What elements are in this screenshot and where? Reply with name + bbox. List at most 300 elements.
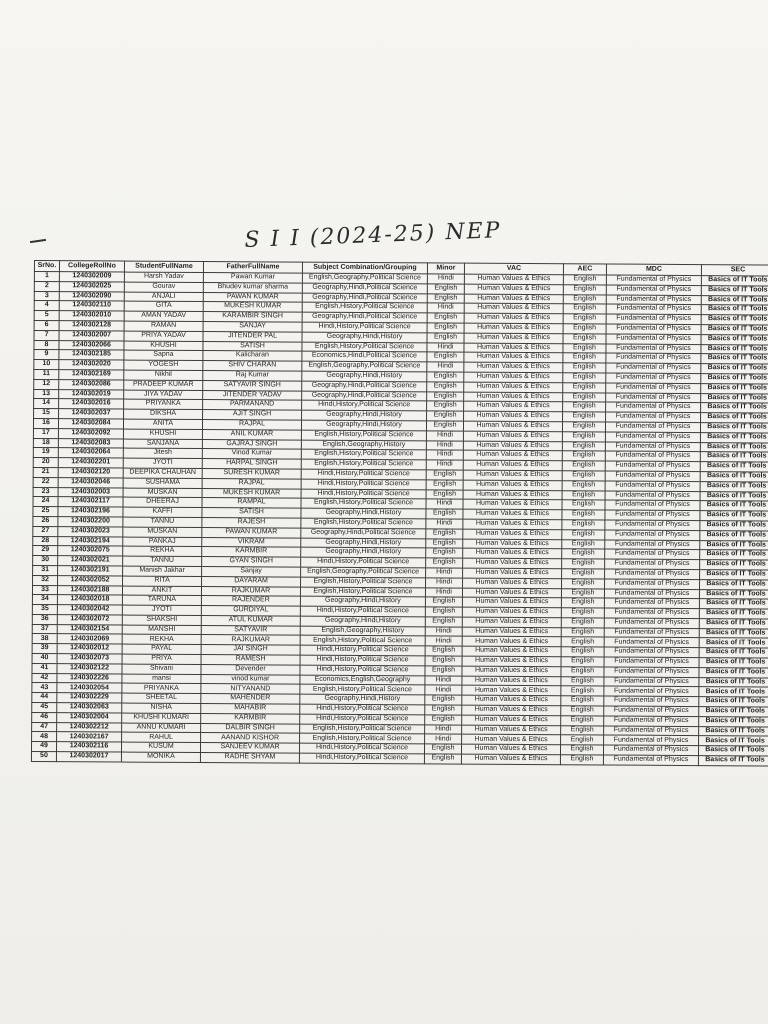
- vac-cell: Human Values & Ethics: [462, 617, 561, 627]
- column-header-subject-combination: Subject Combination/Grouping: [302, 262, 427, 274]
- aec-cell: English: [562, 520, 605, 530]
- roll-no-cell: 1240302016: [59, 399, 124, 409]
- roll-no-cell: 1240302117: [58, 497, 123, 507]
- roll-no-cell: 1240302042: [57, 605, 122, 615]
- father-name-cell: vinod kumar: [201, 674, 300, 684]
- roll-no-cell: 1240302075: [58, 546, 123, 556]
- vac-cell: Human Values & Ethics: [464, 313, 563, 323]
- srno-cell: 10: [34, 360, 59, 370]
- father-name-cell: SANJEEV KUMAR: [200, 743, 299, 753]
- aec-cell: English: [561, 725, 604, 735]
- minor-cell: Hindi: [426, 578, 463, 588]
- mdc-cell: Fundamental of Physics: [604, 628, 699, 638]
- roll-no-cell: 1240302020: [59, 360, 124, 370]
- mdc-cell: Fundamental of Physics: [606, 363, 701, 373]
- student-name-cell: PANKAJ: [123, 537, 202, 547]
- vac-cell: Human Values & Ethics: [463, 490, 562, 500]
- srno-cell: 27: [33, 526, 58, 536]
- student-name-cell: TARUNA: [122, 595, 201, 605]
- subject-combination-cell: Hindi,History,Political Science: [300, 704, 425, 715]
- sec-cell: Basics of IT Tools: [699, 589, 768, 599]
- father-name-cell: MAHENDER: [201, 694, 300, 704]
- mdc-cell: Fundamental of Physics: [606, 393, 701, 403]
- column-header-srno: SrNo.: [34, 261, 59, 272]
- pen-dash-mark: [30, 239, 46, 243]
- sec-cell: Basics of IT Tools: [701, 276, 768, 286]
- minor-cell: English: [426, 529, 463, 539]
- minor-cell: Hindi: [425, 587, 462, 597]
- mdc-cell: Fundamental of Physics: [605, 510, 700, 520]
- sec-cell: Basics of IT Tools: [699, 667, 768, 677]
- mdc-cell: Fundamental of Physics: [605, 481, 700, 491]
- mdc-cell: Fundamental of Physics: [603, 755, 698, 765]
- minor-cell: English: [425, 695, 462, 705]
- aec-cell: English: [560, 745, 603, 755]
- mdc-cell: Fundamental of Physics: [604, 588, 699, 598]
- vac-cell: Human Values & Ethics: [463, 519, 562, 529]
- aec-cell: English: [561, 657, 604, 667]
- student-name-cell: MONIKA: [121, 752, 200, 762]
- vac-cell: Human Values & Ethics: [464, 392, 563, 402]
- student-name-cell: PRIYA YADAV: [124, 331, 203, 341]
- mdc-cell: Fundamental of Physics: [606, 344, 701, 354]
- student-name-cell: ANKIT: [122, 586, 201, 596]
- subject-combination-cell: Hindi,History,Political Science: [301, 557, 426, 568]
- aec-cell: English: [563, 285, 606, 295]
- aec-cell: English: [563, 324, 606, 334]
- sec-cell: Basics of IT Tools: [700, 472, 768, 482]
- minor-cell: English: [427, 382, 464, 392]
- vac-cell: Human Values & Ethics: [462, 715, 561, 725]
- srno-cell: 37: [32, 624, 57, 634]
- mdc-cell: Fundamental of Physics: [605, 432, 700, 442]
- aec-cell: English: [561, 676, 604, 686]
- sec-cell: Basics of IT Tools: [699, 726, 768, 736]
- srno-cell: 2: [34, 281, 59, 291]
- student-name-cell: DEEPIKA CHAUHAN: [123, 468, 202, 478]
- minor-cell: English: [425, 666, 462, 676]
- aec-cell: English: [562, 500, 605, 510]
- sec-cell: Basics of IT Tools: [699, 628, 768, 638]
- srno-cell: 30: [33, 556, 58, 566]
- father-name-cell: PARMANAND: [203, 400, 302, 410]
- srno-cell: 9: [34, 350, 59, 360]
- srno-cell: 15: [34, 409, 59, 419]
- student-name-cell: REKHA: [122, 635, 201, 645]
- subject-combination-cell: English,History,Political Science: [301, 498, 426, 509]
- sec-cell: Basics of IT Tools: [700, 569, 768, 579]
- aec-cell: English: [562, 422, 605, 432]
- aec-cell: English: [563, 314, 606, 324]
- student-name-cell: mansi: [122, 674, 201, 684]
- roll-no-cell: 1240302066: [59, 340, 124, 350]
- student-name-cell: JYOTI: [122, 605, 201, 615]
- sec-cell: Basics of IT Tools: [699, 648, 768, 658]
- father-name-cell: AJIT SINGH: [203, 410, 302, 420]
- subject-combination-cell: Geography,Hindi,Political Science: [302, 283, 427, 294]
- srno-cell: 45: [32, 703, 57, 713]
- srno-cell: 11: [34, 369, 59, 379]
- srno-cell: 42: [32, 673, 57, 683]
- aec-cell: English: [561, 618, 604, 628]
- sec-cell: Basics of IT Tools: [701, 374, 768, 384]
- mdc-cell: Fundamental of Physics: [604, 696, 699, 706]
- father-name-cell: Raj Kumar: [203, 371, 302, 381]
- roll-no-cell: 1240302003: [58, 487, 123, 497]
- aec-cell: English: [562, 578, 605, 588]
- vac-cell: Human Values & Ethics: [462, 695, 561, 705]
- aec-cell: English: [563, 412, 606, 422]
- student-name-cell: RAMAN: [124, 321, 203, 331]
- father-name-cell: KARAMBIR SINGH: [203, 312, 302, 322]
- minor-cell: English: [427, 411, 464, 421]
- subject-combination-cell: Hindi,History,Political Science: [299, 753, 424, 764]
- student-name-cell: KHUSHI: [124, 341, 203, 351]
- srno-cell: 6: [34, 320, 59, 330]
- roll-no-cell: 1240302073: [57, 654, 122, 664]
- mdc-cell: Fundamental of Physics: [605, 530, 700, 540]
- student-name-cell: DHEERAJ: [123, 497, 202, 507]
- roll-no-cell: 1240302154: [57, 624, 122, 634]
- sec-cell: Basics of IT Tools: [700, 530, 768, 540]
- father-name-cell: ATUL KUMAR: [201, 615, 300, 625]
- subject-combination-cell: Hindi,History,Political Science: [300, 645, 425, 656]
- sec-cell: Basics of IT Tools: [699, 658, 768, 668]
- minor-cell: Hindi: [426, 440, 463, 450]
- student-name-cell: MUSKAN: [123, 488, 202, 498]
- aec-cell: English: [563, 343, 606, 353]
- father-name-cell: RAMESH: [201, 655, 300, 665]
- sec-cell: Basics of IT Tools: [701, 344, 768, 354]
- vac-cell: Human Values & Ethics: [464, 401, 563, 411]
- srno-cell: 24: [33, 497, 58, 507]
- subject-combination-cell: English,History,Political Science: [302, 342, 427, 353]
- mdc-cell: Fundamental of Physics: [604, 706, 699, 716]
- minor-cell: English: [425, 705, 462, 715]
- minor-cell: Hindi: [427, 303, 464, 313]
- minor-cell: Hindi: [426, 431, 463, 441]
- aec-cell: English: [563, 402, 606, 412]
- srno-cell: 33: [32, 585, 57, 595]
- srno-cell: 39: [32, 644, 57, 654]
- aec-cell: English: [561, 686, 604, 696]
- mdc-cell: Fundamental of Physics: [605, 569, 700, 579]
- srno-cell: 29: [33, 546, 58, 556]
- aec-cell: English: [562, 441, 605, 451]
- mdc-cell: Fundamental of Physics: [604, 608, 699, 618]
- handwritten-title: S I I (2024-25) NEP: [244, 218, 502, 253]
- roll-no-cell: 1240302226: [57, 673, 122, 683]
- minor-cell: English: [426, 558, 463, 568]
- aec-cell: English: [563, 363, 606, 373]
- vac-cell: Human Values & Ethics: [464, 362, 563, 372]
- father-name-cell: SATISH: [202, 508, 301, 518]
- roll-no-cell: 1240302229: [57, 693, 122, 703]
- subject-combination-cell: Hindi,History,Political Science: [302, 322, 427, 333]
- father-name-cell: PAWAN KUMAR: [203, 292, 302, 302]
- student-name-cell: SANJANA: [123, 439, 202, 449]
- mdc-cell: Fundamental of Physics: [605, 442, 700, 452]
- subject-combination-cell: Geography,Hindi,History: [301, 538, 426, 549]
- student-name-cell: Gourav: [124, 282, 203, 292]
- column-header-minor: Minor: [427, 263, 464, 274]
- roll-no-cell: 1240302023: [58, 526, 123, 536]
- mdc-cell: Fundamental of Physics: [605, 491, 700, 501]
- vac-cell: Human Values & Ethics: [462, 627, 561, 637]
- roll-no-cell: 1240302004: [57, 713, 122, 723]
- aec-cell: English: [560, 755, 603, 765]
- aec-cell: English: [561, 637, 604, 647]
- vac-cell: Human Values & Ethics: [462, 686, 561, 696]
- subject-combination-cell: English,History,Political Science: [302, 303, 427, 314]
- aec-cell: English: [562, 510, 605, 520]
- subject-combination-cell: English,Geography,Political Science: [301, 567, 426, 578]
- mdc-cell: Fundamental of Physics: [606, 275, 701, 285]
- minor-cell: English: [425, 597, 462, 607]
- roll-no-cell: 1240302007: [59, 330, 124, 340]
- minor-cell: Hindi: [425, 725, 462, 735]
- srno-cell: 40: [32, 654, 57, 664]
- aec-cell: English: [562, 529, 605, 539]
- mdc-cell: Fundamental of Physics: [603, 745, 698, 755]
- minor-cell: Hindi: [426, 460, 463, 470]
- student-name-cell: KUSUM: [121, 742, 200, 752]
- subject-combination-cell: English,History,Political Science: [300, 587, 425, 598]
- subject-combination-cell: Geography,Hindi,History: [302, 332, 427, 343]
- vac-cell: Human Values & Ethics: [463, 529, 562, 539]
- father-name-cell: MAHABIR: [201, 704, 300, 714]
- srno-cell: 36: [32, 614, 57, 624]
- father-name-cell: DALBIR SINGH: [201, 723, 300, 733]
- father-name-cell: JITENDER PAL: [203, 331, 302, 341]
- father-name-cell: SATYAVIR: [201, 625, 300, 635]
- minor-cell: English: [425, 715, 462, 725]
- roll-no-cell: 1240302072: [57, 615, 122, 625]
- father-name-cell: Kalicharan: [203, 351, 302, 361]
- aec-cell: English: [561, 608, 604, 618]
- student-name-cell: Jitesh: [123, 448, 202, 458]
- minor-cell: English: [424, 754, 461, 764]
- sec-cell: Basics of IT Tools: [700, 550, 768, 560]
- srno-cell: 13: [34, 389, 59, 399]
- vac-cell: Human Values & Ethics: [462, 666, 561, 676]
- student-name-cell: YOGESH: [124, 360, 203, 370]
- student-list-table: [31, 260, 768, 766]
- aec-cell: English: [563, 353, 606, 363]
- column-header-vac: VAC: [464, 263, 563, 275]
- student-name-cell: Shivani: [122, 664, 201, 674]
- minor-cell: English: [426, 470, 463, 480]
- minor-cell: English: [426, 421, 463, 431]
- aec-cell: English: [563, 275, 606, 285]
- vac-cell: Human Values & Ethics: [463, 568, 562, 578]
- student-name-cell: PRIYANKA: [124, 399, 203, 409]
- vac-cell: Human Values & Ethics: [463, 578, 562, 588]
- roll-no-cell: 1240302188: [57, 585, 122, 595]
- sec-cell: Basics of IT Tools: [700, 520, 768, 530]
- minor-cell: Hindi: [425, 627, 462, 637]
- aec-cell: English: [562, 539, 605, 549]
- roll-no-cell: 1240302069: [57, 634, 122, 644]
- student-name-cell: ANJALI: [124, 292, 203, 302]
- father-name-cell: SURESH KUMAR: [202, 468, 301, 478]
- aec-cell: English: [563, 294, 606, 304]
- srno-cell: 22: [33, 477, 58, 487]
- student-name-cell: RAHUL: [122, 732, 201, 742]
- srno-cell: 16: [33, 418, 58, 428]
- mdc-cell: Fundamental of Physics: [605, 559, 700, 569]
- mdc-cell: Fundamental of Physics: [605, 549, 700, 559]
- subject-combination-cell: Hindi,History,Political Science: [299, 743, 424, 754]
- roll-no-cell: 1240302201: [58, 458, 123, 468]
- vac-cell: Human Values & Ethics: [461, 744, 560, 754]
- sec-cell: Basics of IT Tools: [699, 638, 768, 648]
- sec-cell: Basics of IT Tools: [701, 383, 768, 393]
- subject-combination-cell: English,History,Political Science: [301, 449, 426, 460]
- student-name-cell: PRADEEP KUMAR: [124, 380, 203, 390]
- student-name-cell: KHUSHI: [123, 429, 202, 439]
- subject-combination-cell: Geography,Hindi,History: [300, 596, 425, 607]
- mdc-cell: Fundamental of Physics: [604, 667, 699, 677]
- subject-combination-cell: English,History,Political Science: [301, 459, 426, 470]
- subject-combination-cell: Geography,Hindi,History: [301, 420, 426, 431]
- student-name-cell: AMAN YADAV: [124, 311, 203, 321]
- mdc-cell: Fundamental of Physics: [606, 295, 701, 305]
- roll-no-cell: 1240302200: [58, 517, 123, 527]
- roll-no-cell: 1240302052: [58, 575, 123, 585]
- student-name-cell: TANNU: [123, 517, 202, 527]
- father-name-cell: Pawan Kumar: [203, 273, 302, 283]
- student-name-cell: MUSKAN: [123, 527, 202, 537]
- srno-cell: 3: [34, 291, 59, 301]
- subject-combination-cell: English,Geography,History: [300, 626, 425, 637]
- roll-no-cell: 1240302191: [58, 566, 123, 576]
- father-name-cell: PAWAN KUMAR: [202, 527, 301, 537]
- sec-cell: Basics of IT Tools: [701, 403, 768, 413]
- roll-no-cell: 1240302025: [59, 281, 124, 291]
- sec-cell: Basics of IT Tools: [700, 540, 768, 550]
- student-name-cell: TANNU: [123, 556, 202, 566]
- sec-cell: Basics of IT Tools: [701, 325, 768, 335]
- roll-no-cell: 1240302194: [58, 536, 123, 546]
- srno-cell: 4: [34, 301, 59, 311]
- sec-cell: Basics of IT Tools: [701, 334, 768, 344]
- father-name-cell: RAJPAL: [202, 419, 301, 429]
- vac-cell: Human Values & Ethics: [464, 304, 563, 314]
- roll-no-cell: 1240302083: [58, 438, 123, 448]
- srno-cell: 46: [32, 712, 57, 722]
- srno-cell: 34: [32, 595, 57, 605]
- student-name-cell: GITA: [124, 301, 203, 311]
- subject-combination-cell: Hindi,History,Political Science: [300, 714, 425, 725]
- subject-combination-cell: Geography,Hindi,Political Science: [302, 293, 427, 304]
- subject-combination-cell: Geography,Hindi,History: [301, 508, 426, 519]
- subject-combination-cell: Geography,Hindi,Political Science: [302, 381, 427, 392]
- roll-no-cell: 1240302021: [58, 556, 123, 566]
- srno-cell: 28: [33, 536, 58, 546]
- vac-cell: Human Values & Ethics: [462, 607, 561, 617]
- aec-cell: English: [561, 588, 604, 598]
- roll-no-cell: 1240302116: [56, 742, 121, 752]
- vac-cell: Human Values & Ethics: [464, 274, 563, 284]
- srno-cell: 14: [34, 399, 59, 409]
- aec-cell: English: [561, 716, 604, 726]
- father-name-cell: SATYAVIR SINGH: [203, 380, 302, 390]
- father-name-cell: VIKRAM: [202, 537, 301, 547]
- mdc-cell: Fundamental of Physics: [606, 383, 701, 393]
- subject-combination-cell: Hindi,History,Political Science: [300, 606, 425, 617]
- srno-cell: 44: [32, 693, 57, 703]
- vac-cell: Human Values & Ethics: [462, 705, 561, 715]
- sec-cell: Basics of IT Tools: [701, 364, 768, 374]
- srno-cell: 35: [32, 605, 57, 615]
- minor-cell: English: [427, 372, 464, 382]
- sec-cell: Basics of IT Tools: [700, 491, 768, 501]
- sec-cell: Basics of IT Tools: [700, 432, 768, 442]
- student-name-cell: ANITA: [123, 419, 202, 429]
- roll-no-cell: 1240302169: [59, 370, 124, 380]
- srno-cell: 8: [34, 340, 59, 350]
- roll-no-cell: 1240302120: [58, 468, 123, 478]
- minor-cell: English: [425, 617, 462, 627]
- minor-cell: Hindi: [426, 450, 463, 460]
- sec-cell: Basics of IT Tools: [699, 618, 768, 628]
- vac-cell: Human Values & Ethics: [463, 558, 562, 568]
- vac-cell: Human Values & Ethics: [463, 421, 562, 431]
- father-name-cell: RAJPAL: [202, 478, 301, 488]
- father-name-cell: MUKESH KUMAR: [203, 302, 302, 312]
- student-list-table-wrap: [31, 260, 768, 770]
- sec-cell: Basics of IT Tools: [699, 697, 768, 707]
- minor-cell: English: [427, 293, 464, 303]
- minor-cell: English: [426, 489, 463, 499]
- mdc-cell: Fundamental of Physics: [606, 412, 701, 422]
- srno-cell: 47: [32, 722, 57, 732]
- vac-cell: Human Values & Ethics: [463, 441, 562, 451]
- minor-cell: Hindi: [425, 636, 462, 646]
- father-name-cell: Devender: [201, 664, 300, 674]
- vac-cell: Human Values & Ethics: [463, 470, 562, 480]
- student-name-cell: NISHA: [122, 703, 201, 713]
- mdc-cell: Fundamental of Physics: [605, 500, 700, 510]
- roll-no-cell: 1240302110: [59, 301, 124, 311]
- subject-combination-cell: English,Geography,Political Science: [302, 273, 427, 284]
- sec-cell: Basics of IT Tools: [698, 746, 768, 756]
- vac-cell: Human Values & Ethics: [462, 656, 561, 666]
- roll-no-cell: 1240302037: [59, 409, 124, 419]
- minor-cell: English: [426, 509, 463, 519]
- column-header-aec: AEC: [563, 264, 606, 275]
- roll-no-cell: 1240302064: [58, 448, 123, 458]
- father-name-cell: SATISH: [203, 341, 302, 351]
- mdc-cell: Fundamental of Physics: [606, 402, 701, 412]
- sec-cell: Basics of IT Tools: [701, 285, 768, 295]
- column-header-mdc: MDC: [606, 264, 701, 276]
- mdc-cell: Fundamental of Physics: [604, 677, 699, 687]
- srno-cell: 12: [34, 379, 59, 389]
- srno-cell: 50: [31, 752, 56, 762]
- roll-no-cell: 1240302128: [59, 321, 124, 331]
- aec-cell: English: [561, 627, 604, 637]
- minor-cell: English: [427, 323, 464, 333]
- sec-cell: Basics of IT Tools: [700, 579, 768, 589]
- sec-cell: Basics of IT Tools: [699, 707, 768, 717]
- subject-combination-cell: English,History,Political Science: [301, 518, 426, 529]
- mdc-cell: Fundamental of Physics: [606, 314, 701, 324]
- vac-cell: Human Values & Ethics: [462, 597, 561, 607]
- roll-no-cell: 1240302012: [57, 644, 122, 654]
- minor-cell: English: [426, 538, 463, 548]
